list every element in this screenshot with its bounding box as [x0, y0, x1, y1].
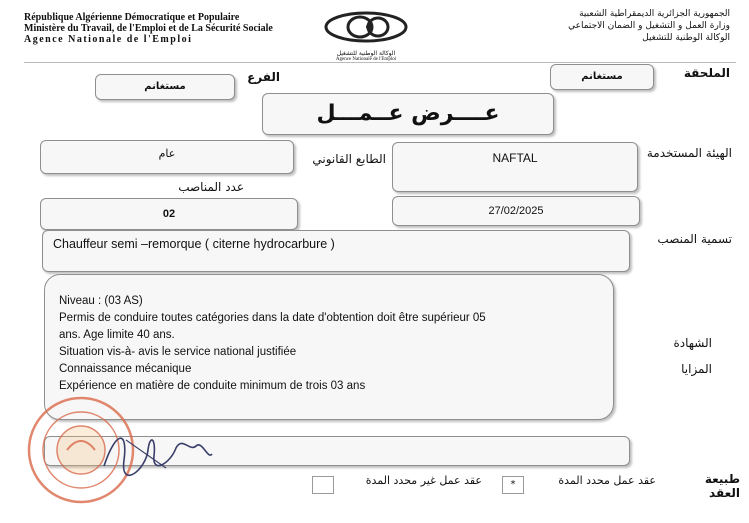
fixed-term-checkbox[interactable] — [502, 476, 524, 494]
legal-status-label: الطابع القانوني — [312, 152, 386, 166]
annex-value: مستغانم — [581, 71, 623, 82]
signature — [96, 420, 216, 480]
job-title-field — [42, 230, 630, 272]
logo-caption-fr: Agence Nationale de l'Emploi — [335, 57, 397, 62]
annex-field — [550, 64, 654, 90]
header-ar-line3: الوكالة الوطنية للتشغيل — [642, 33, 730, 43]
open-term-checkbox[interactable] — [312, 476, 334, 494]
header-fr-line1: République Algérienne Démocratique et Populaire — [24, 12, 240, 23]
header-ar-line2: وزارة العمل و التشغيل و الضمان الاجتماعي — [568, 21, 730, 31]
header-fr — [24, 12, 314, 45]
employer-label: الهيئة المستخدمة — [646, 146, 732, 160]
job-title-value: Chauffeur semi –remorque ( citerne hydrocarbure ) — [53, 237, 335, 251]
fixed-term-mark: * — [510, 479, 516, 490]
job-title-label: تسمية المنصب — [657, 232, 732, 246]
requirement-line: Situation vis-à- avis le service national justifiée — [59, 346, 297, 358]
header-divider — [24, 62, 736, 63]
title-box — [262, 93, 554, 135]
requirement-line: ans. Age limite 40 ans. — [59, 329, 175, 341]
anem-logo — [320, 8, 412, 60]
positions-label: عدد المناصب — [178, 180, 244, 194]
benefits-label: المزايا — [681, 362, 712, 376]
requirement-line: Niveau : (03 AS) — [59, 295, 143, 307]
signature-icon — [96, 420, 216, 480]
annex-label: الملحقة — [683, 66, 730, 80]
employer-value: NAFTAL — [492, 151, 538, 165]
contract-open-label: عقد عمل غير محدد المدة — [365, 474, 482, 487]
date-value: 27/02/2025 — [488, 205, 544, 217]
branch-field — [95, 74, 235, 100]
anem-logo-icon — [320, 8, 412, 46]
logo-caption-ar: الوكالة الوطنية للتشغيل — [336, 50, 396, 57]
legal-status-field — [40, 140, 294, 174]
header-fr-line2: Ministère du Travail, de l'Emploi et de La Sécurité Sociale — [24, 23, 273, 34]
requirement-line: Connaissance mécanique — [59, 363, 192, 375]
legal-status-value: عام — [158, 148, 176, 160]
branch-value: مستغانم — [144, 81, 186, 92]
positions-field — [40, 198, 298, 230]
contract-fixed-label: عقد عمل محدد المدة — [558, 474, 656, 487]
diploma-label: الشهادة — [673, 336, 712, 350]
header-ar-line1: الجمهورية الجزائرية الديمقراطية الشعبية — [579, 9, 730, 19]
positions-value: 02 — [162, 208, 176, 220]
page-title: عــــرض عــمـــل — [316, 101, 500, 126]
employer-field — [392, 142, 638, 192]
header-ar — [420, 8, 730, 44]
requirement-line: Permis de conduire toutes catégories dans la date d'obtention doit être supérieur 05 — [59, 312, 486, 324]
date-field — [392, 196, 640, 226]
requirement-line: Expérience en matière de conduite minimum de trois 03 ans — [59, 380, 366, 392]
header-fr-line3: Agence Nationale de l'Emploi — [24, 34, 193, 45]
contract-label: طبيعة العقد — [704, 472, 740, 500]
branch-label: الفرع — [247, 70, 280, 84]
